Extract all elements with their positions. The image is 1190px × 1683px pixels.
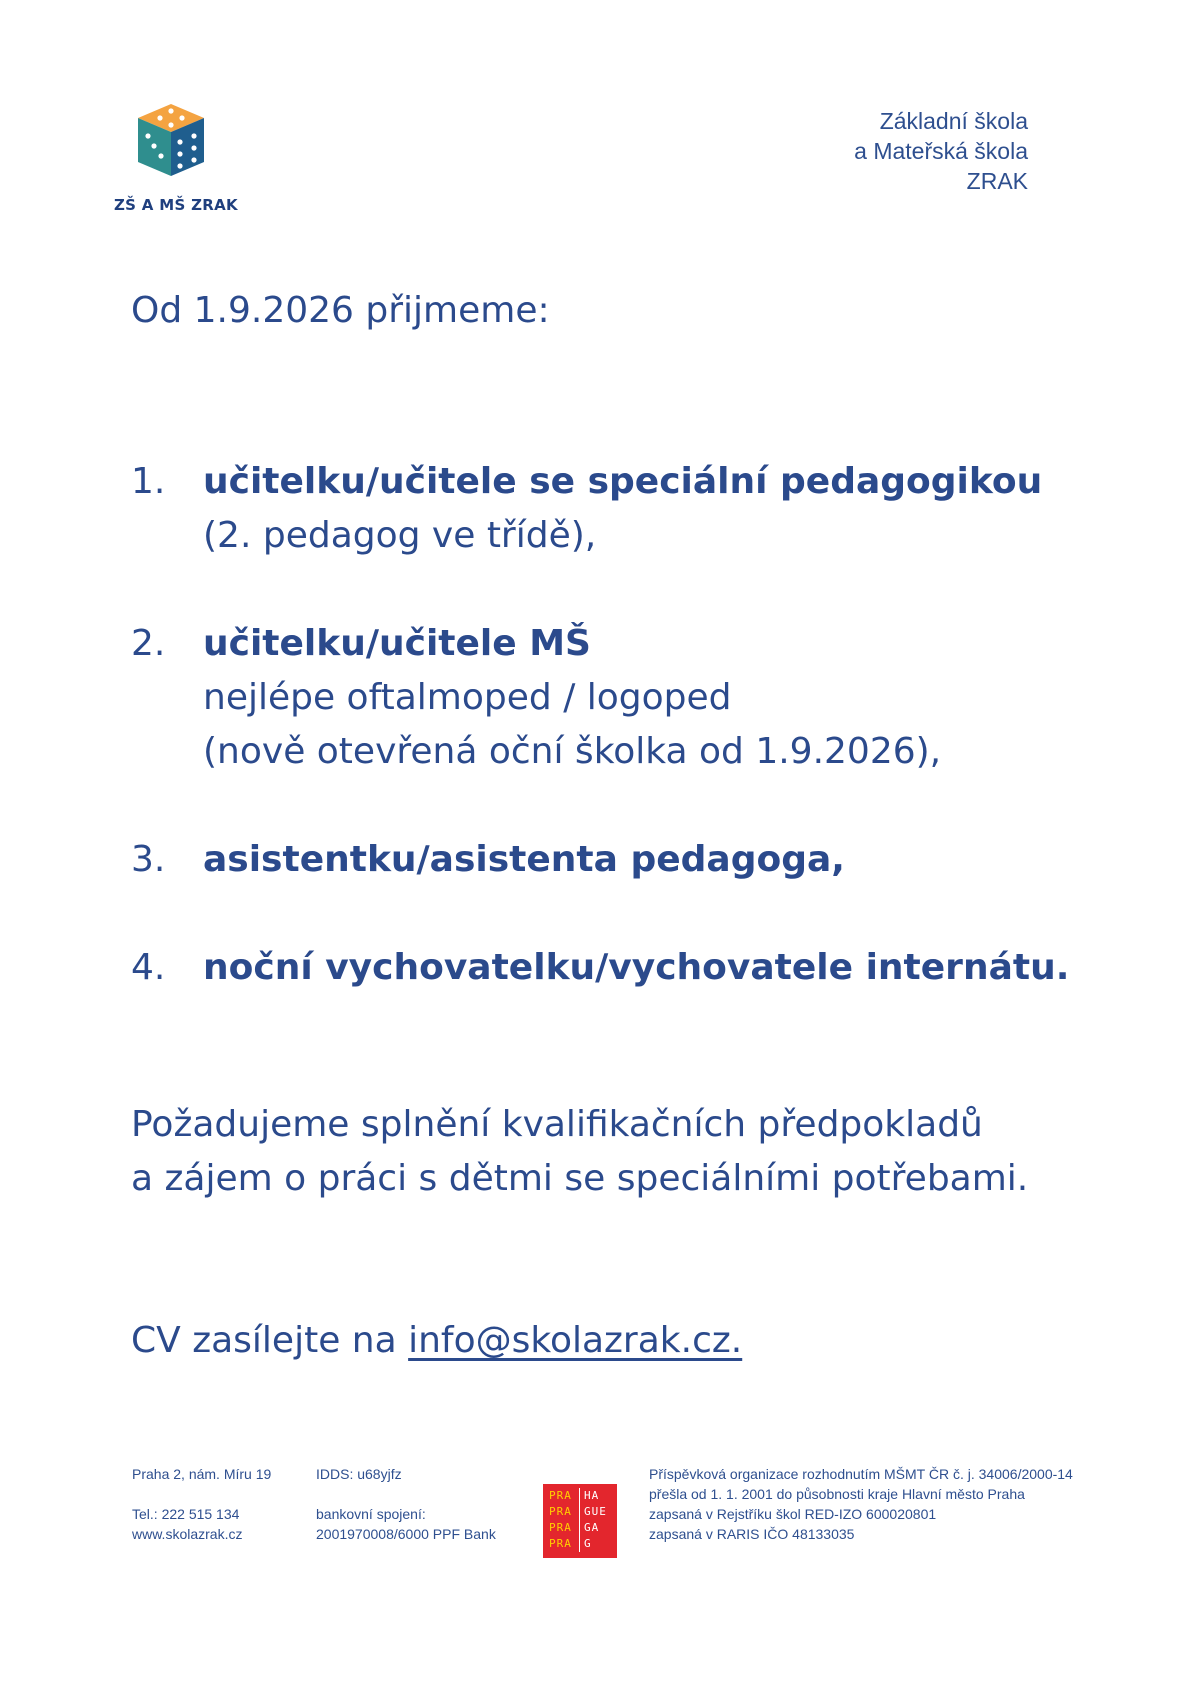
logo-text: ZŠ A MŠ ZRAK [114,196,238,214]
position-number: 2. [131,623,166,664]
page-heading: Od 1.9.2026 přijmeme: [131,290,550,331]
footer-idds: IDDS: u68yjfz [316,1466,402,1482]
position-detail: nejlépe oftalmoped / logoped [203,677,732,718]
position-detail: (2. pedagog ve třídě), [203,515,597,556]
position-number: 3. [131,839,166,880]
footer-org-line-1: Příspěvková organizace rozhodnutím MŠMT ČR č. j. 34006/2000-14 [649,1466,1073,1482]
footer-bank-account: 2001970008/6000 PPF Bank [316,1526,496,1542]
position-title: učitelku/učitele MŠ [203,623,591,664]
requirements-line-2: a zájem o práci s dětmi se speciálními potřebami. [131,1158,1029,1199]
requirements [131,1098,1028,1206]
position-title: asistentku/asistenta pedagoga, [203,839,845,880]
footer-org-line-2: přešla od 1. 1. 2001 do působnosti kraje Hlavní město Praha [649,1486,1025,1502]
position-item-3 [131,833,1069,887]
position-item-2 [131,617,1069,779]
position-item-4 [131,941,1069,995]
footer-address: Praha 2, nám. Míru 19 [132,1466,272,1482]
dice-cube-icon [136,104,206,184]
footer-org-line-3: zapsaná v Rejstříku škol RED-IZO 600020801 [649,1506,937,1522]
school-name-line-1: Základní škola [879,108,1028,134]
cv-prefix: CV zasílejte na [131,1320,409,1361]
cv-contact [131,1320,742,1361]
school-logo [114,104,244,214]
footer-organization [649,1464,1073,1544]
footer-bank-label: bankovní spojení: [316,1506,426,1522]
school-name-line-3: ZRAK [966,168,1028,194]
requirements-line-1: Požadujeme splnění kvalifikačních předpokladů [131,1104,983,1145]
footer-web[interactable]: www.skolazrak.cz [132,1526,243,1542]
footer-phone: Tel.: 222 515 134 [132,1506,240,1522]
school-name-line-2: a Mateřská škola [854,138,1028,164]
position-number: 4. [131,947,166,988]
positions-list [131,455,1069,995]
position-title: noční vychovatelku/vychovatele internátu. [203,947,1070,988]
praha-logo: PRA HA PRA GUE PRA GA PRA G [543,1484,617,1558]
footer-bank [316,1464,496,1544]
footer-contact [132,1464,271,1544]
position-detail: (nově otevřená oční školka od 1.9.2026), [203,731,942,772]
position-number: 1. [131,461,166,502]
email-link[interactable]: info@skolazrak.cz. [408,1320,743,1361]
footer-org-line-4: zapsaná v RARIS IČO 48133035 [649,1526,855,1542]
school-name [854,106,1028,196]
position-title: učitelku/učitele se speciální pedagogikou [203,461,1043,502]
position-item-1 [131,455,1069,563]
